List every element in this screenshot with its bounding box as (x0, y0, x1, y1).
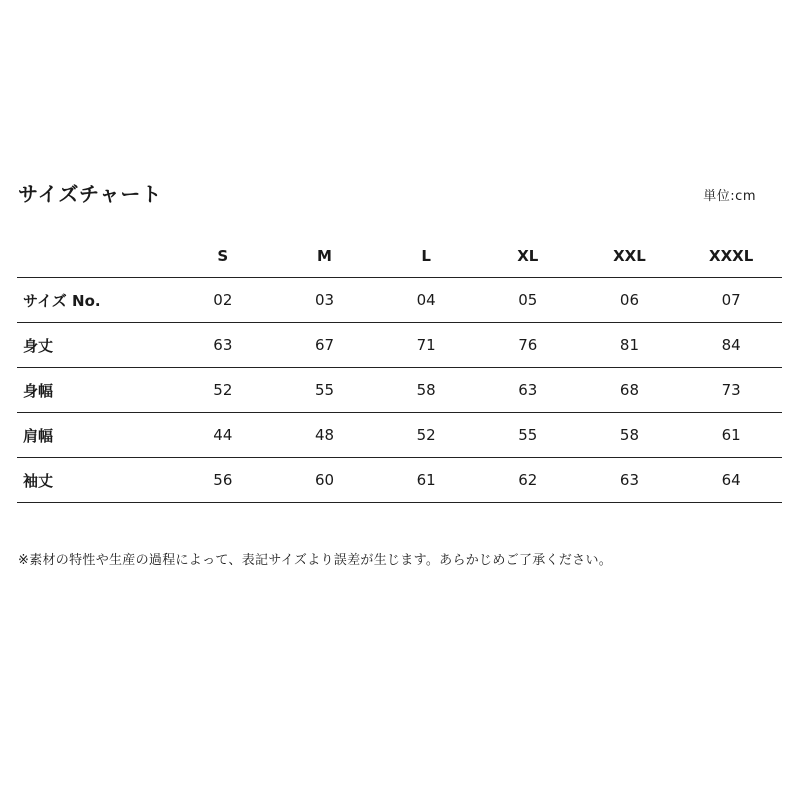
table-cell: 76 (477, 323, 579, 368)
column-header-xxl: XXL (579, 234, 681, 278)
table-cell: 52 (375, 413, 477, 458)
table-cell: 61 (375, 458, 477, 503)
table-cell: 07 (680, 278, 782, 323)
table-cell: 63 (579, 458, 681, 503)
table-cell: 05 (477, 278, 579, 323)
row-label: 身丈 (17, 323, 172, 368)
table-row-shoulder-width (17, 413, 782, 458)
table-cell: 58 (579, 413, 681, 458)
table-cell: 68 (579, 368, 681, 413)
table-row-size-number (17, 278, 782, 323)
table-row-sleeve-length (17, 458, 782, 503)
table-row-body-length (17, 323, 782, 368)
table-cell: 06 (579, 278, 681, 323)
table-cell: 63 (477, 368, 579, 413)
table-cell: 71 (375, 323, 477, 368)
row-label: 肩幅 (17, 413, 172, 458)
table-cell: 02 (172, 278, 274, 323)
table-cell: 55 (477, 413, 579, 458)
column-header-s: S (172, 234, 274, 278)
row-label: 身幅 (17, 368, 172, 413)
column-header-xxxl: XXXL (680, 234, 782, 278)
table-cell: 61 (680, 413, 782, 458)
table-cell: 48 (274, 413, 376, 458)
table-cell: 04 (375, 278, 477, 323)
table-cell: 81 (579, 323, 681, 368)
table-cell: 63 (172, 323, 274, 368)
table-header-row (17, 234, 782, 278)
table-cell: 64 (680, 458, 782, 503)
disclaimer-note: ※素材の特性や生産の過程によって、表記サイズより誤差が生じます。あらかじめご了承ください。 (18, 553, 613, 568)
column-header-m: M (274, 234, 376, 278)
table-cell: 84 (680, 323, 782, 368)
table-cell: 58 (375, 368, 477, 413)
size-chart-table (17, 234, 782, 503)
page-title: サイズチャート (18, 182, 163, 206)
table-cell: 44 (172, 413, 274, 458)
row-label: サイズ No. (17, 278, 172, 323)
table-cell: 03 (274, 278, 376, 323)
table-cell: 55 (274, 368, 376, 413)
table-row-body-width (17, 368, 782, 413)
table-cell: 73 (680, 368, 782, 413)
row-label: 袖丈 (17, 458, 172, 503)
column-header-xl: XL (477, 234, 579, 278)
column-header-blank (17, 234, 172, 278)
table-cell: 62 (477, 458, 579, 503)
table-cell: 60 (274, 458, 376, 503)
table-cell: 52 (172, 368, 274, 413)
table-cell: 56 (172, 458, 274, 503)
unit-label: 単位:cm (703, 189, 756, 204)
table-cell: 67 (274, 323, 376, 368)
column-header-l: L (375, 234, 477, 278)
